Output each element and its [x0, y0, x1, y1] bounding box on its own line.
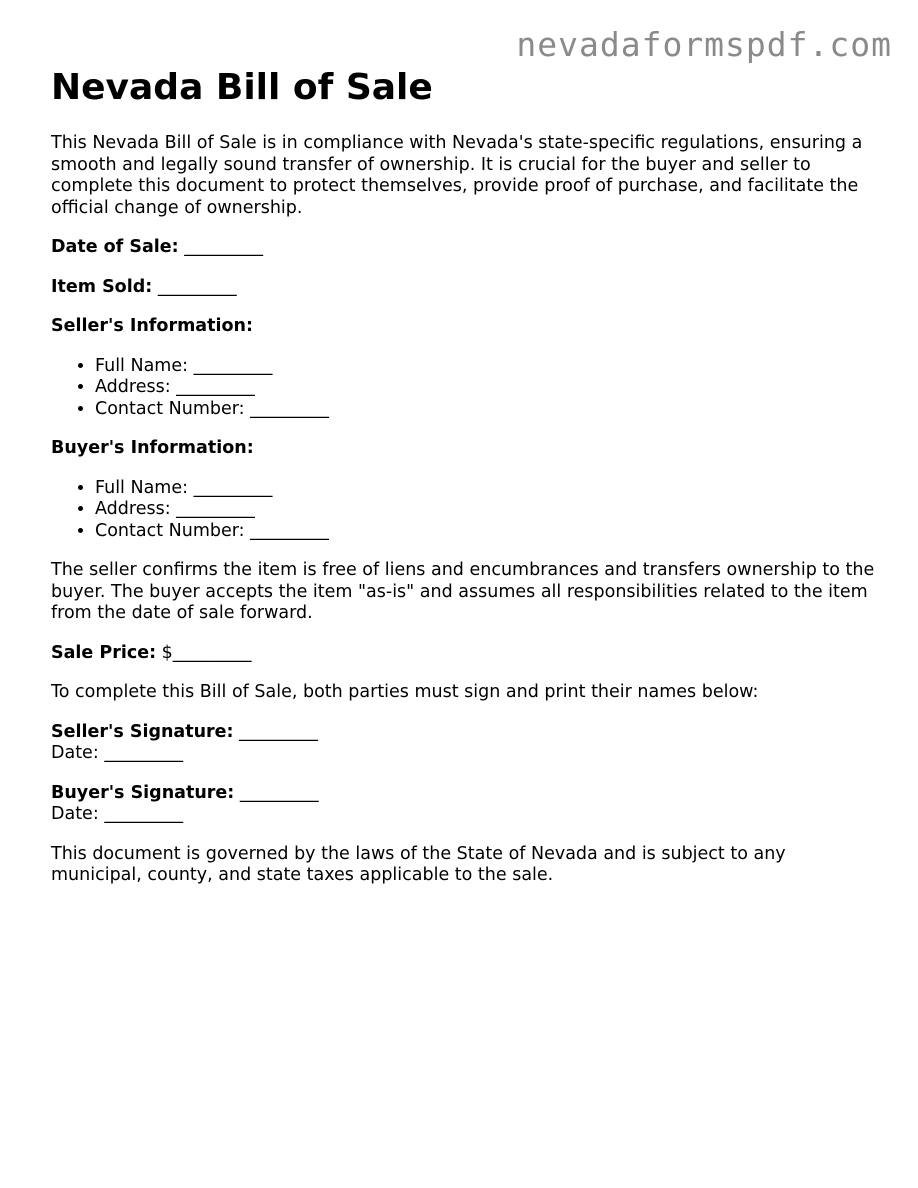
buyer-contact-blank[interactable]: _________	[250, 520, 329, 541]
list-item	[95, 356, 881, 378]
sale-price-currency: $	[161, 642, 173, 663]
item-sold-blank[interactable]: _________	[157, 276, 237, 297]
seller-date-label: Date:	[51, 743, 99, 763]
buyer-date-label: Date:	[51, 804, 99, 824]
seller-date-line	[51, 743, 881, 765]
seller-signature-label: Seller's Signature:	[51, 721, 234, 742]
sale-price-label: Sale Price:	[51, 642, 157, 663]
seller-contact-blank[interactable]: _________	[250, 398, 329, 419]
buyer-full-name-blank[interactable]: _________	[193, 477, 273, 498]
list-item	[95, 377, 881, 399]
seller-info-heading: Seller's Information:	[51, 316, 253, 336]
seller-address-label: Address:	[95, 377, 171, 397]
liens-statement: The seller confirms the item is free of liens and encumbrances and transfers ownership to the buyer. The buyer accepts the item "as-is" and assumes all responsibilities related to the item from the date of sale forward.	[51, 560, 875, 623]
document-body	[51, 66, 881, 887]
seller-signature-block	[51, 722, 881, 765]
seller-full-name-blank[interactable]: _________	[193, 355, 273, 376]
list-item	[95, 521, 881, 543]
watermark: nevadaformspdf.com	[516, 25, 892, 64]
buyer-signature-label: Buyer's Signature:	[51, 782, 235, 803]
buyer-info-list	[51, 478, 881, 543]
intro-paragraph: This Nevada Bill of Sale is in compliance with Nevada's state-specific regulations, ensuring a smooth and legally sound transfer of ownership. It is crucial for the buyer and seller to complete this document to protect themselves, provide proof of purchase, and facilitate the official change of ownership.	[51, 133, 863, 218]
buyer-date-line	[51, 804, 881, 826]
seller-full-name-label: Full Name:	[95, 355, 189, 376]
list-item	[95, 399, 881, 421]
page-title: Nevada Bill of Sale	[51, 67, 433, 108]
buyer-signature-line	[51, 783, 881, 805]
sign-instruction: To complete this Bill of Sale, both parties must sign and print their names below:	[51, 682, 759, 702]
date-of-sale-label: Date of Sale:	[51, 237, 179, 257]
seller-signature-line	[51, 722, 881, 744]
governing-law-paragraph: This document is governed by the laws of the State of Nevada and is subject to any municipal, county, and state taxes applicable to the sale.	[51, 843, 786, 885]
date-of-sale-blank[interactable]: _________	[184, 237, 263, 257]
buyer-signature-block	[51, 783, 881, 826]
buyer-date-blank[interactable]: _________	[104, 804, 184, 824]
item-sold-line	[51, 277, 881, 299]
buyer-address-blank[interactable]: _________	[176, 499, 255, 519]
list-item	[95, 478, 881, 500]
date-of-sale-line	[51, 237, 881, 259]
buyer-contact-label: Contact Number:	[95, 520, 245, 541]
sale-price-line	[51, 643, 881, 665]
seller-contact-label: Contact Number:	[95, 398, 245, 419]
seller-date-blank[interactable]: _________	[104, 743, 184, 763]
buyer-info-heading: Buyer's Information:	[51, 438, 254, 458]
buyer-signature-blank[interactable]: _________	[239, 782, 319, 803]
seller-info-list	[51, 356, 881, 421]
seller-address-blank[interactable]: _________	[176, 377, 255, 397]
sale-price-blank[interactable]: _________	[172, 642, 252, 663]
item-sold-label: Item Sold:	[51, 276, 153, 297]
list-item	[95, 499, 881, 521]
buyer-address-label: Address:	[95, 499, 171, 519]
buyer-full-name-label: Full Name:	[95, 477, 189, 498]
seller-signature-blank[interactable]: _________	[239, 721, 318, 742]
